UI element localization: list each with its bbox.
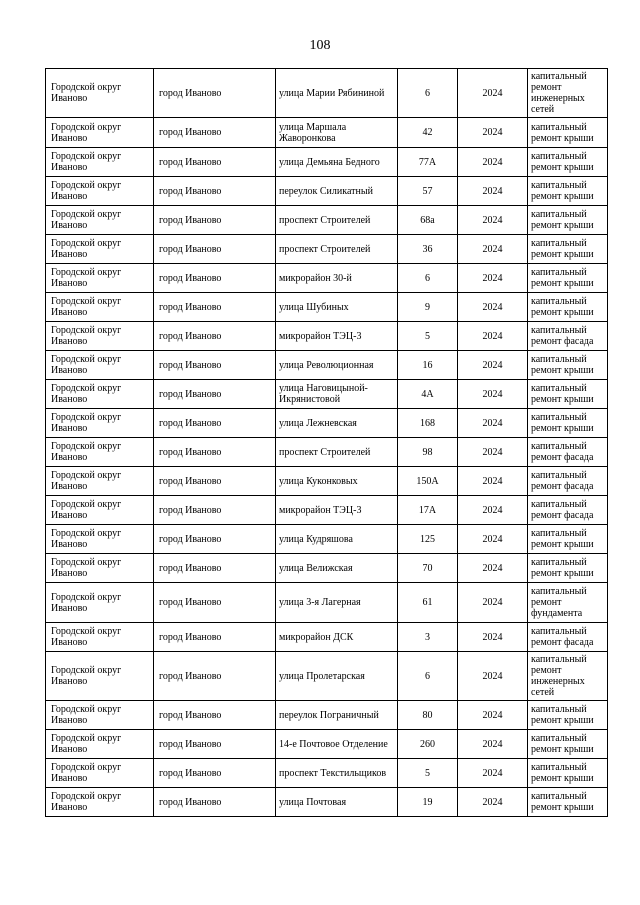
work-type-cell: капитальный ремонт фундамента (528, 583, 608, 623)
house-number-cell: 16 (398, 351, 458, 380)
city-cell: город Иваново (154, 293, 276, 322)
table-row (46, 583, 608, 623)
work-type-cell: капитальный ремонт инженерных сетей (528, 69, 608, 118)
street-cell: микрорайон ДСК (276, 623, 398, 652)
district-cell: Городской округ Иваново (46, 438, 154, 467)
district-cell: Городской округ Иваново (46, 496, 154, 525)
street-cell: проспект Строителей (276, 438, 398, 467)
city-cell: город Иваново (154, 235, 276, 264)
year-cell: 2024 (458, 652, 528, 701)
work-type-cell: капитальный ремонт крыши (528, 730, 608, 759)
city-cell: город Иваново (154, 438, 276, 467)
year-cell: 2024 (458, 69, 528, 118)
house-number-cell: 17А (398, 496, 458, 525)
house-number-cell: 150А (398, 467, 458, 496)
street-cell: улица 3-я Лагерная (276, 583, 398, 623)
city-cell: город Иваново (154, 409, 276, 438)
house-number-cell: 9 (398, 293, 458, 322)
year-cell: 2024 (458, 235, 528, 264)
house-number-cell: 36 (398, 235, 458, 264)
year-cell: 2024 (458, 623, 528, 652)
work-type-cell: капитальный ремонт крыши (528, 788, 608, 817)
year-cell: 2024 (458, 701, 528, 730)
house-number-cell: 4А (398, 380, 458, 409)
district-cell: Городской округ Иваново (46, 206, 154, 235)
work-type-cell: капитальный ремонт крыши (528, 351, 608, 380)
house-number-cell: 6 (398, 264, 458, 293)
table-row (46, 118, 608, 148)
repair-schedule-table (45, 68, 608, 817)
work-type-cell: капитальный ремонт крыши (528, 380, 608, 409)
street-cell: улица Наговицыной-Икрянистовой (276, 380, 398, 409)
work-type-cell: капитальный ремонт фасада (528, 496, 608, 525)
city-cell: город Иваново (154, 525, 276, 554)
work-type-cell: капитальный ремонт крыши (528, 554, 608, 583)
city-cell: город Иваново (154, 730, 276, 759)
district-cell: Городской округ Иваново (46, 264, 154, 293)
year-cell: 2024 (458, 554, 528, 583)
table-row (46, 730, 608, 759)
city-cell: город Иваново (154, 701, 276, 730)
work-type-cell: капитальный ремонт крыши (528, 177, 608, 206)
street-cell: микрорайон ТЭЦ-3 (276, 322, 398, 351)
street-cell: улица Пролетарская (276, 652, 398, 701)
work-type-cell: капитальный ремонт фасада (528, 438, 608, 467)
house-number-cell: 6 (398, 652, 458, 701)
city-cell: город Иваново (154, 69, 276, 118)
street-cell: улица Маршала Жаворонкова (276, 118, 398, 148)
district-cell: Городской округ Иваново (46, 380, 154, 409)
street-cell: микрорайон 30-й (276, 264, 398, 293)
district-cell: Городской округ Иваново (46, 148, 154, 177)
work-type-cell: капитальный ремонт фасада (528, 467, 608, 496)
city-cell: город Иваново (154, 148, 276, 177)
district-cell: Городской округ Иваново (46, 118, 154, 148)
street-cell: проспект Строителей (276, 235, 398, 264)
street-cell: улица Марии Рябининой (276, 69, 398, 118)
city-cell: город Иваново (154, 467, 276, 496)
work-type-cell: капитальный ремонт инженерных сетей (528, 652, 608, 701)
work-type-cell: капитальный ремонт крыши (528, 118, 608, 148)
city-cell: город Иваново (154, 652, 276, 701)
street-cell: улица Кудряшова (276, 525, 398, 554)
district-cell: Городской округ Иваново (46, 623, 154, 652)
district-cell: Городской округ Иваново (46, 235, 154, 264)
city-cell: город Иваново (154, 623, 276, 652)
house-number-cell: 42 (398, 118, 458, 148)
work-type-cell: капитальный ремонт крыши (528, 701, 608, 730)
city-cell: город Иваново (154, 322, 276, 351)
table-row (46, 69, 608, 118)
house-number-cell: 125 (398, 525, 458, 554)
street-cell: проспект Строителей (276, 206, 398, 235)
city-cell: город Иваново (154, 177, 276, 206)
house-number-cell: 80 (398, 701, 458, 730)
street-cell: улица Почтовая (276, 788, 398, 817)
district-cell: Городской округ Иваново (46, 554, 154, 583)
year-cell: 2024 (458, 525, 528, 554)
work-type-cell: капитальный ремонт крыши (528, 525, 608, 554)
street-cell: переулок Пограничный (276, 701, 398, 730)
year-cell: 2024 (458, 730, 528, 759)
city-cell: город Иваново (154, 264, 276, 293)
street-cell: 14-е Почтовое Отделение (276, 730, 398, 759)
work-type-cell: капитальный ремонт фасада (528, 623, 608, 652)
district-cell: Городской округ Иваново (46, 69, 154, 118)
street-cell: улица Шубиных (276, 293, 398, 322)
table-row (46, 380, 608, 409)
street-cell: проспект Текстильщиков (276, 759, 398, 788)
table-row (46, 652, 608, 701)
year-cell: 2024 (458, 583, 528, 623)
work-type-cell: капитальный ремонт крыши (528, 235, 608, 264)
street-cell: микрорайон ТЭЦ-3 (276, 496, 398, 525)
house-number-cell: 61 (398, 583, 458, 623)
street-cell: переулок Силикатный (276, 177, 398, 206)
year-cell: 2024 (458, 467, 528, 496)
table-row (46, 148, 608, 177)
table-row (46, 264, 608, 293)
year-cell: 2024 (458, 351, 528, 380)
street-cell: улица Демьяна Бедного (276, 148, 398, 177)
work-type-cell: капитальный ремонт крыши (528, 759, 608, 788)
city-cell: город Иваново (154, 206, 276, 235)
year-cell: 2024 (458, 409, 528, 438)
table-row (46, 525, 608, 554)
house-number-cell: 98 (398, 438, 458, 467)
district-cell: Городской округ Иваново (46, 322, 154, 351)
district-cell: Городской округ Иваново (46, 351, 154, 380)
city-cell: город Иваново (154, 583, 276, 623)
district-cell: Городской округ Иваново (46, 701, 154, 730)
table-row (46, 293, 608, 322)
work-type-cell: капитальный ремонт крыши (528, 264, 608, 293)
district-cell: Городской округ Иваново (46, 583, 154, 623)
district-cell: Городской округ Иваново (46, 730, 154, 759)
district-cell: Городской округ Иваново (46, 652, 154, 701)
house-number-cell: 77А (398, 148, 458, 177)
work-type-cell: капитальный ремонт крыши (528, 206, 608, 235)
year-cell: 2024 (458, 496, 528, 525)
city-cell: город Иваново (154, 554, 276, 583)
district-cell: Городской округ Иваново (46, 409, 154, 438)
year-cell: 2024 (458, 148, 528, 177)
table-row (46, 467, 608, 496)
table-row (46, 438, 608, 467)
house-number-cell: 3 (398, 623, 458, 652)
year-cell: 2024 (458, 438, 528, 467)
house-number-cell: 260 (398, 730, 458, 759)
page-number: 108 (309, 38, 331, 53)
year-cell: 2024 (458, 264, 528, 293)
street-cell: улица Велижская (276, 554, 398, 583)
street-cell: улица Лежневская (276, 409, 398, 438)
year-cell: 2024 (458, 788, 528, 817)
year-cell: 2024 (458, 206, 528, 235)
district-cell: Городской округ Иваново (46, 293, 154, 322)
house-number-cell: 5 (398, 322, 458, 351)
house-number-cell: 19 (398, 788, 458, 817)
year-cell: 2024 (458, 293, 528, 322)
city-cell: город Иваново (154, 351, 276, 380)
city-cell: город Иваново (154, 788, 276, 817)
table-row (46, 788, 608, 817)
year-cell: 2024 (458, 118, 528, 148)
table-body (46, 69, 608, 817)
year-cell: 2024 (458, 177, 528, 206)
year-cell: 2024 (458, 759, 528, 788)
house-number-cell: 5 (398, 759, 458, 788)
table-row (46, 701, 608, 730)
district-cell: Городской округ Иваново (46, 788, 154, 817)
house-number-cell: 70 (398, 554, 458, 583)
work-type-cell: капитальный ремонт крыши (528, 293, 608, 322)
district-cell: Городской округ Иваново (46, 759, 154, 788)
table-row (46, 623, 608, 652)
year-cell: 2024 (458, 322, 528, 351)
table-row (46, 322, 608, 351)
work-type-cell: капитальный ремонт крыши (528, 409, 608, 438)
table-row (46, 351, 608, 380)
table-row (46, 496, 608, 525)
table-row (46, 759, 608, 788)
district-cell: Городской округ Иваново (46, 467, 154, 496)
table-row (46, 206, 608, 235)
house-number-cell: 168 (398, 409, 458, 438)
city-cell: город Иваново (154, 118, 276, 148)
table-row (46, 554, 608, 583)
district-cell: Городской округ Иваново (46, 525, 154, 554)
work-type-cell: капитальный ремонт крыши (528, 148, 608, 177)
city-cell: город Иваново (154, 759, 276, 788)
city-cell: город Иваново (154, 496, 276, 525)
house-number-cell: 6 (398, 69, 458, 118)
table-row (46, 177, 608, 206)
street-cell: улица Революционная (276, 351, 398, 380)
city-cell: город Иваново (154, 380, 276, 409)
street-cell: улица Куконковых (276, 467, 398, 496)
work-type-cell: капитальный ремонт фасада (528, 322, 608, 351)
house-number-cell: 68а (398, 206, 458, 235)
year-cell: 2024 (458, 380, 528, 409)
district-cell: Городской округ Иваново (46, 177, 154, 206)
table-row (46, 235, 608, 264)
table-row (46, 409, 608, 438)
house-number-cell: 57 (398, 177, 458, 206)
